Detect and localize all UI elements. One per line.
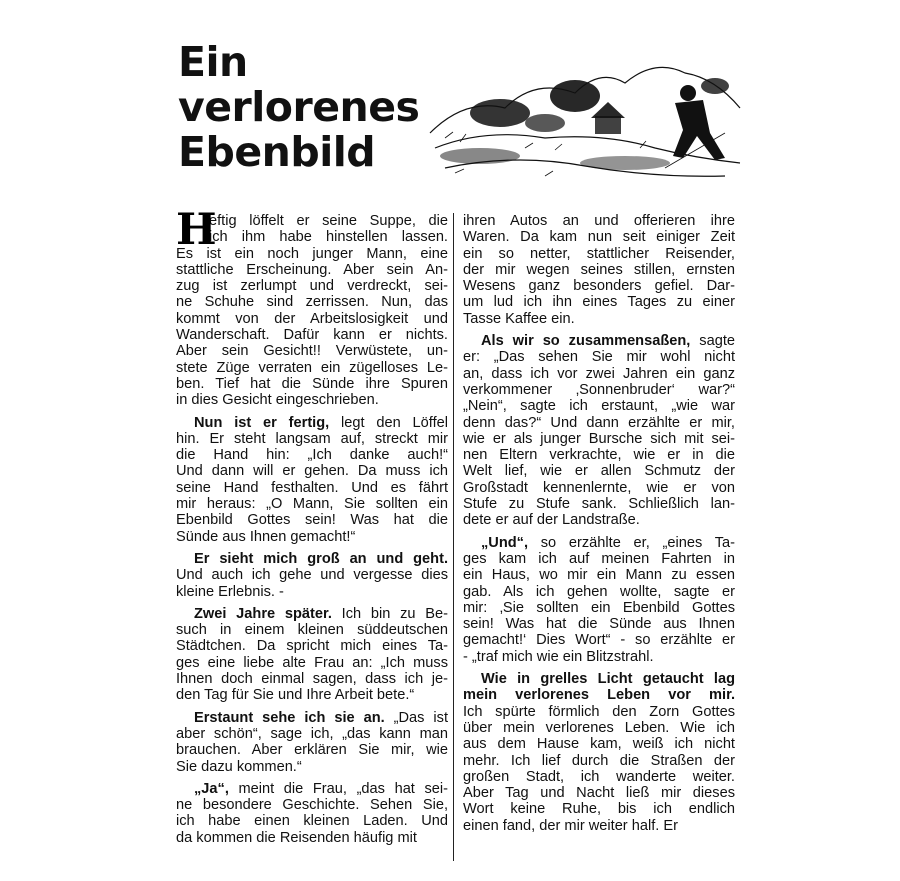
paragraph (176, 710, 448, 775)
lead-in-bold: Wie in grelles Licht getaucht lag (481, 671, 735, 688)
text-line: er: „Das sehen Sie mir wohl nicht (463, 349, 735, 366)
text-line: ne Schuhe sind zerrissen. Nun, das (176, 294, 448, 311)
paragraph (463, 671, 735, 834)
text-line: ein so netter, stattlicher Reisender, (463, 245, 735, 262)
text-line: denn das?“ Und dann erzählte er mir, (463, 414, 735, 431)
text-line: Wanderschaft. Dafür kann er nichts. (176, 327, 448, 344)
text-line: hin. Er steht langsam auf, streckt mir (176, 430, 448, 447)
text-line: kleine Erlebnis. - (176, 583, 284, 600)
text-line: Und dann will er gehen. Da muss ich (176, 463, 448, 480)
text-line: ges kam ich auf meinen Fahrten in (463, 550, 735, 567)
text-line: ich habe einen kleinen Laden. Und (176, 813, 448, 830)
text-line: seine Hand festhalten. Und es fährt (176, 479, 448, 496)
text-line: Wesens ganz besonders gefiel. Dar- (463, 278, 735, 295)
lead-in-bold: Nun ist er fertig, (194, 414, 330, 431)
lead-in-bold: mein verlorenes Leben vor mir. (463, 687, 735, 704)
text-line: ein Haus, wo mir ein Mann zu essen (463, 567, 735, 584)
text-line: die Hand hin: „Ich danke auch!“ (176, 447, 448, 464)
text-line: Es ist ein noch junger Mann, eine (176, 245, 448, 262)
text-line: ne besondere Geschichte. Sehen Sie, (176, 797, 448, 814)
text-line: gemacht!‘ Dies Wort“ - so erzählte er (463, 632, 735, 649)
line-text: sagte (690, 333, 735, 350)
paragraph (176, 781, 448, 846)
title-line: Ebenbild (178, 128, 376, 176)
text-line: Aber sein Gesicht!! Verwüstete, un- (176, 343, 448, 360)
title-line: Ein (178, 38, 248, 86)
lead-in-bold: Als wir so zusammensaßen, (481, 333, 691, 350)
text-line: such in einem kleinen süddeutschen (176, 622, 448, 639)
lead-in-bold: „Ja“, (194, 780, 229, 797)
text-line: Ebenbild Gottes sein! Was hat die (176, 512, 448, 529)
text-line: gab. Als ich gehen wollte, sagte er (463, 583, 735, 600)
paragraph (176, 415, 448, 545)
text-line: Großstadt kennenlernte, wie er von (463, 479, 735, 496)
line-text: „Das ist (384, 709, 448, 726)
text-line: mehr. Ich lief durch die Straßen der (463, 752, 735, 769)
text-line (463, 671, 735, 687)
article-column-1 (176, 205, 448, 852)
paragraph (176, 551, 448, 600)
text-line: da kommen die Reisenden häufig mit (176, 829, 417, 846)
text-line: Ihnen doch einmal sagen, dass ich je- (176, 671, 448, 688)
text-line: Waren. Da kam nun seit einiger Zeit (463, 229, 735, 246)
text-line: Aber Tag und Nacht ließ mir dieses (463, 785, 735, 802)
text-line: Städtchen. Da spricht mich eines Ta- (176, 638, 448, 655)
text-line: wie er als junger Bursche sich mit sei- (463, 430, 735, 447)
text-line: „Nein“, sagte ich erstaunt, „wie war (463, 398, 735, 415)
text-line: verkommener ‚Sonnenbruder‘ war?“ (463, 381, 735, 398)
text-line: stete Züge verraten ein zügelloses Le- (176, 359, 448, 376)
text-line: an, dass ich vor zwei Jahren ein ganz (463, 365, 735, 382)
column-divider (453, 213, 454, 861)
text-line: - „traf mich wie ein Blitzstrahl. (463, 648, 654, 665)
text-line: aber schön“, sage ich, „das kann man (176, 725, 448, 742)
text-line: eftig löffelt er seine Suppe, die (209, 213, 448, 229)
line-text: legt den Löffel (329, 414, 448, 431)
text-line (463, 333, 735, 349)
illustration-wanderer-landscape (425, 38, 745, 183)
paragraph (463, 213, 735, 327)
text-line: mir: ‚Sie sollten ein Ebenbild Gottes (463, 599, 735, 616)
text-line: dete er auf der Landstraße. (463, 512, 640, 529)
text-line: Stufe zu Stufe sank. Schließlich lan- (463, 496, 735, 513)
lead-in-bold: „Und“, (481, 534, 529, 551)
text-line (176, 551, 448, 567)
text-line: großen Stadt, ich wanderte weiter. (463, 768, 735, 785)
text-line: Welt lief, wie er allen Schmutz der (463, 463, 735, 480)
text-line: einen fand, der mir weiter half. Er (463, 817, 678, 834)
text-line: aus dem Hause kam, weiß ich nicht (463, 736, 735, 753)
text-line (463, 535, 735, 551)
text-line: ihren Autos an und offerieren ihre (463, 213, 735, 229)
text-line: Sie dazu kommen.“ (176, 758, 302, 775)
paragraph (463, 333, 735, 529)
text-line: stattliche Erscheinung. Aber sein An- (176, 261, 448, 278)
lead-in-bold: Zwei Jahre später. (194, 605, 332, 622)
paragraph (463, 535, 735, 665)
line-text: meint die Frau, „das hat sei- (228, 780, 448, 797)
text-line: ges eine liebe alte Frau an: „Ich muss (176, 654, 448, 671)
text-line (176, 781, 448, 797)
text-line: der mir wegen seines stillen, ernsten (463, 261, 735, 278)
paragraph (176, 205, 448, 409)
text-line: Ich spürte förmlich den Zorn Gottes (463, 703, 735, 720)
article-column-2 (463, 213, 735, 840)
text-line: den Tag für Sie und Ihre Arbeit bete.“ (176, 687, 415, 704)
lead-in-bold: Erstaunt sehe ich sie an. (194, 709, 385, 726)
text-line: mir heraus: „O Mann, Sie sollten ein (176, 496, 448, 513)
text-line: um lud ich ihn eines Tages zu einer (463, 294, 735, 311)
text-line: Sünde aus Ihnen gemacht!“ (176, 528, 356, 545)
drop-cap: H (176, 205, 217, 255)
text-line: Und auch ich gehe und vergesse dies (176, 567, 448, 584)
text-line (176, 415, 448, 431)
line-text: so erzählte er, „eines Ta- (528, 534, 735, 551)
article-title (178, 40, 419, 175)
text-line (176, 606, 448, 622)
text-line: ich ihm habe hinstellen lassen. (209, 229, 448, 246)
text-line (463, 687, 735, 703)
text-line: zug ist zerlumpt und verdreckt, sei- (176, 278, 448, 295)
text-line: Wort keine Ruhe, bis ich endlich (463, 801, 735, 818)
text-line: nen Eltern verkrachte, wie er in die (463, 447, 735, 464)
text-line: Tasse Kaffee ein. (463, 310, 575, 327)
text-line: sein! Was hat die Sünde aus Ihnen (463, 616, 735, 633)
text-line: ben. Tief hat die Sünde ihre Spuren (176, 375, 448, 392)
paragraph (176, 606, 448, 704)
text-line: kommt von der Arbeitslosigkeit und (176, 310, 448, 327)
text-line: über mein verlorenes Leben. Wie ich (463, 719, 735, 736)
text-line: brauchen. Aber erklären Sie mir, wie (176, 742, 448, 759)
text-line (176, 710, 448, 726)
title-line: verlorenes (178, 83, 420, 131)
text-line: in dies Gesicht eingeschrieben. (176, 392, 379, 409)
lead-in-bold: Er sieht mich groß an und geht. (194, 550, 448, 567)
line-text: Ich bin zu Be- (331, 605, 448, 622)
